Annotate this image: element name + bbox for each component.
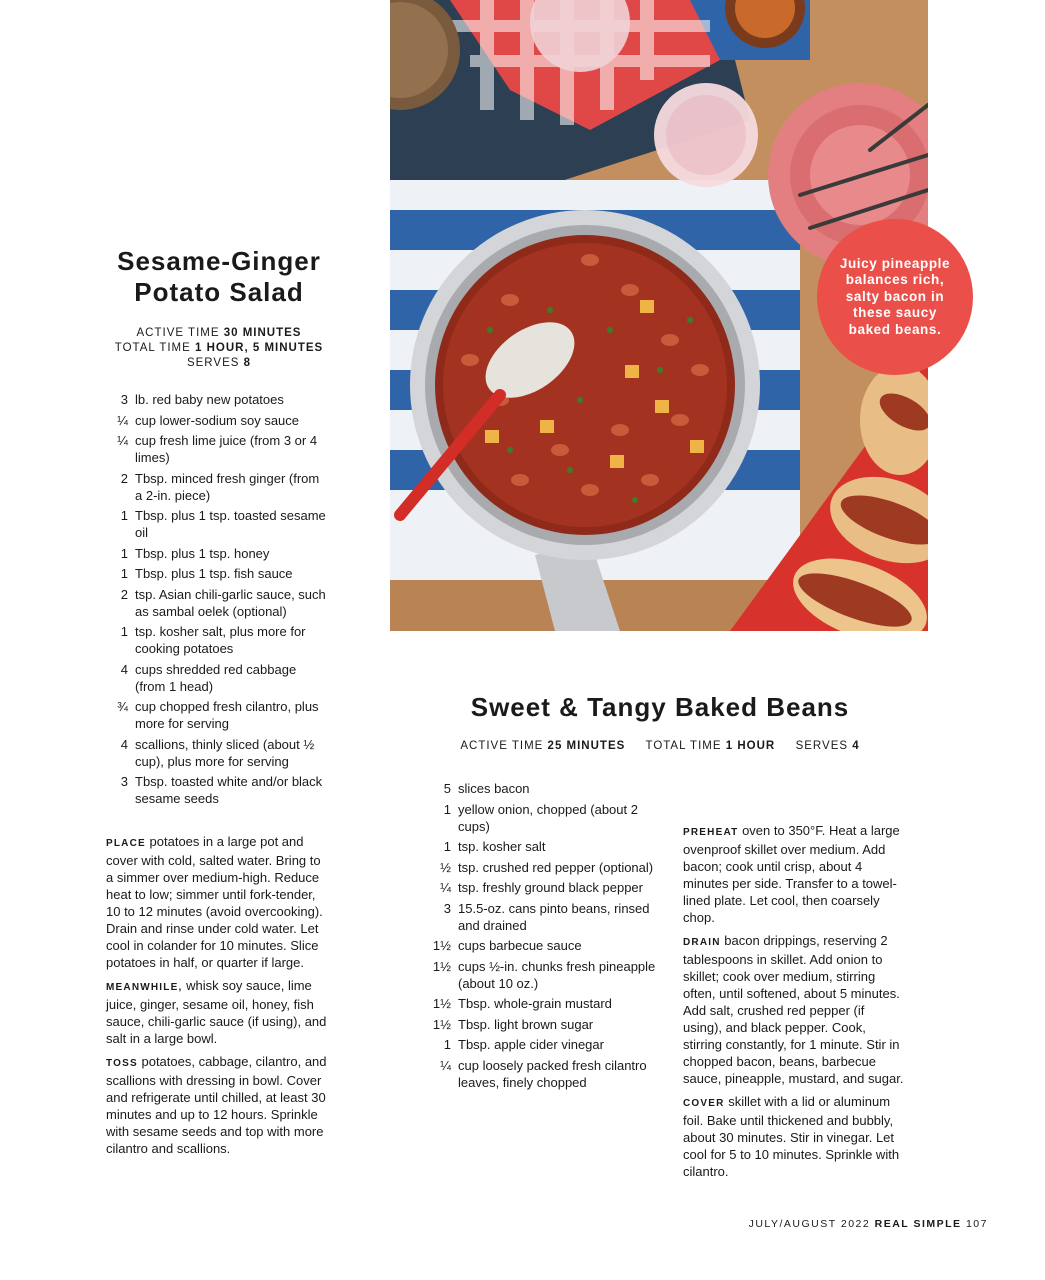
ingredient-text: Tbsp. plus 1 tsp. honey <box>135 545 270 561</box>
recipe1-active-time <box>100 326 338 341</box>
ingredient-text: cups barbecue sauce <box>458 938 582 953</box>
step-text: potatoes in a large pot and cover with cold, salted water. Bring to a simmer over medium-high. Reduce heat to low; simmer until fork-tender, 10 to 12 minutes (avoid overcooking). Drain and rinse under cold water. Let cool in colander for 10 minutes. Slice potatoes in half, or quarter if large. <box>106 834 323 970</box>
ingredient-item <box>103 507 328 541</box>
ingredient-quantity: 1½ <box>432 958 451 974</box>
ingredient-item <box>103 470 328 504</box>
step-keyword: PREHEAT <box>683 827 739 838</box>
ingredient-text: 15.5-oz. cans pinto beans, rinsed and drained <box>458 900 650 933</box>
ingredient-item <box>426 780 658 797</box>
total-time-label: TOTAL TIME <box>114 342 191 354</box>
ingredient-quantity: 5 <box>443 781 451 796</box>
ingredient-quantity: 3 <box>120 774 128 789</box>
direction-step <box>683 932 905 1087</box>
ingredient-item <box>103 432 328 466</box>
serves-label: SERVES <box>186 357 240 369</box>
issue-date: JULY/AUGUST 2022 <box>748 1218 871 1230</box>
ingredient-quantity: 1 <box>443 801 451 817</box>
recipe2-ingredient-list <box>426 780 658 1094</box>
recipe1-serves <box>100 356 338 371</box>
ingredient-text: Tbsp. plus 1 tsp. toasted sesame oil <box>135 508 326 540</box>
ingredient-text: Tbsp. toasted white and/or black sesame seeds <box>135 774 323 806</box>
recipe1-total-time <box>100 341 338 356</box>
ingredient-quantity: ¾ <box>117 699 128 714</box>
ingredient-text: cup chopped fresh cilantro, plus more for serving <box>135 699 319 731</box>
ingredient-quantity: ¼ <box>117 433 128 448</box>
ingredient-text: tsp. kosher salt, plus more for cooking potatoes <box>135 624 306 656</box>
ingredient-quantity: 1½ <box>432 996 451 1011</box>
recipe1-directions <box>106 833 328 1163</box>
ingredient-item <box>426 900 658 934</box>
ingredient-quantity: 2 <box>120 586 128 602</box>
ingredient-text: tsp. freshly ground black pepper <box>458 880 643 895</box>
recipe1-title-line2: Potato Salad <box>134 277 304 307</box>
serves-value: 8 <box>243 357 252 369</box>
recipe2-meta <box>440 739 880 754</box>
ingredient-text: Tbsp. minced fresh ginger (from a 2-in. piece) <box>135 470 320 503</box>
ingredient-text: lb. red baby new potatoes <box>135 392 284 407</box>
ingredient-quantity: ¼ <box>440 1057 451 1073</box>
ingredient-quantity: 1 <box>443 839 451 854</box>
ingredient-text: scallions, thinly sliced (about ½ cup), plus more for serving <box>135 736 315 769</box>
ingredient-text: cup fresh lime juice (from 3 or 4 limes) <box>135 433 318 465</box>
ingredient-quantity: 3 <box>443 900 451 916</box>
recipe1-meta <box>100 326 338 371</box>
ingredient-item <box>426 801 658 835</box>
ingredient-quantity: 1 <box>120 624 128 639</box>
step-keyword: DRAIN <box>683 937 721 948</box>
ingredient-item <box>426 859 658 876</box>
ingredient-text: cups shredded red cabbage (from 1 head) <box>135 661 297 694</box>
ingredient-item <box>426 937 658 954</box>
step-text: potatoes, cabbage, cilantro, and scallions with dressing in bowl. Cover and refrigerate until chilled, at least 30 minutes and up to 12 hours. Sprinkle with sesame seeds and top with more cilantro and scallions. <box>106 1054 327 1156</box>
direction-step <box>683 822 905 926</box>
ingredient-item <box>103 565 328 582</box>
ingredient-quantity: 1½ <box>432 1016 451 1032</box>
direction-step <box>106 1053 328 1157</box>
ingredient-item <box>426 958 658 992</box>
ingredient-item <box>103 698 328 732</box>
page-footer <box>600 1218 988 1230</box>
step-keyword: MEANWHILE, <box>106 982 183 993</box>
magazine-name: REAL SIMPLE <box>874 1218 962 1230</box>
direction-step <box>683 1093 905 1180</box>
active-time-value: 25 MINUTES <box>547 740 626 752</box>
active-time-value: 30 MINUTES <box>223 327 302 339</box>
ingredient-text: Tbsp. apple cider vinegar <box>458 1037 604 1052</box>
ingredient-item <box>103 586 328 620</box>
ingredient-text: yellow onion, chopped (about 2 cups) <box>458 801 638 834</box>
recipe1-ingredient-list <box>103 391 328 811</box>
recipe1-title-line1: Sesame-Ginger <box>117 246 321 276</box>
total-time-value: 1 HOUR, 5 MINUTES <box>195 342 324 354</box>
ingredient-quantity: 1 <box>120 508 128 523</box>
step-text: whisk soy sauce, lime juice, ginger, sesame oil, honey, fish sauce, chili-garlic sauce (if using), and salt in a large bowl. <box>106 978 327 1046</box>
ingredient-item <box>103 623 328 657</box>
step-text: skillet with a lid or aluminum foil. Bake until thickened and bubbly, about 30 minutes. Stir in vinegar. Let cool for 5 to 10 minutes. Sprinkle with cilantro. <box>683 1094 900 1179</box>
ingredient-text: tsp. kosher salt <box>458 839 546 854</box>
recipe1-title <box>100 246 338 308</box>
ingredient-item <box>426 838 658 855</box>
ingredient-item <box>426 1036 658 1053</box>
ingredient-quantity: 2 <box>120 470 128 486</box>
total-time-label: TOTAL TIME <box>645 740 722 752</box>
ingredient-item <box>103 391 328 408</box>
ingredient-item <box>426 879 658 896</box>
ingredient-quantity: 4 <box>120 736 128 752</box>
ingredient-item <box>426 995 658 1012</box>
photo-callout-bubble <box>817 219 973 375</box>
page-number: 107 <box>965 1218 988 1230</box>
ingredient-quantity: 1 <box>120 566 128 581</box>
ingredient-quantity: 1½ <box>432 938 451 953</box>
ingredient-text: cup loosely packed fresh cilantro leaves, finely chopped <box>458 1057 647 1090</box>
ingredient-item <box>103 736 328 770</box>
ingredient-quantity: 1 <box>443 1037 451 1052</box>
active-time-label: ACTIVE TIME <box>460 740 544 752</box>
step-keyword: PLACE <box>106 838 146 849</box>
ingredient-item <box>103 412 328 429</box>
ingredient-text: Tbsp. plus 1 tsp. fish sauce <box>135 566 293 581</box>
serves-value: 4 <box>852 740 860 752</box>
callout-text: Juicy pineapple balances rich, salty bacon in these saucy baked beans. <box>839 255 951 337</box>
direction-step <box>106 833 328 971</box>
active-time-label: ACTIVE TIME <box>136 327 220 339</box>
ingredient-text: cups ½-in. chunks fresh pineapple (about 10 oz.) <box>458 958 656 991</box>
ingredient-item <box>103 773 328 807</box>
ingredient-quantity: ¼ <box>117 412 128 428</box>
step-keyword: COVER <box>683 1098 725 1109</box>
ingredient-text: Tbsp. whole-grain mustard <box>458 996 612 1011</box>
ingredient-text: tsp. crushed red pepper (optional) <box>458 859 654 875</box>
step-text: bacon drippings, reserving 2 tablespoons in skillet. Add onion to skillet; cook over medium, stirring often, until softened, about 5 minutes. Add salt, crushed red pepper (if using), and black pepper. Cook, stirring constantly, for 1 minute. Stir in chopped bacon, beans, barbecue sauce, pineapple, mustard, and sugar. <box>683 933 904 1086</box>
ingredient-item <box>426 1016 658 1033</box>
ingredient-text: Tbsp. light brown sugar <box>458 1016 594 1032</box>
ingredient-text: tsp. Asian chili-garlic sauce, such as sambal oelek (optional) <box>135 586 326 619</box>
step-text: oven to 350°F. Heat a large ovenproof skillet over medium. Add bacon; cook until crisp, about 4 minutes per side. Transfer to a towel-lined plate. Let cool, then coarsely chop. <box>683 823 900 925</box>
ingredient-quantity: 1 <box>120 545 128 561</box>
ingredient-quantity: 4 <box>120 661 128 677</box>
direction-step <box>106 977 328 1047</box>
step-keyword: TOSS <box>106 1058 138 1069</box>
ingredient-text: slices bacon <box>458 781 530 796</box>
ingredient-item <box>426 1057 658 1091</box>
ingredient-item <box>103 661 328 695</box>
recipe2-title: Sweet & Tangy Baked Beans <box>470 692 850 722</box>
ingredient-item <box>103 545 328 562</box>
recipe2-directions <box>683 822 905 1186</box>
ingredient-text: cup lower-sodium soy sauce <box>135 412 300 428</box>
ingredient-quantity: ¼ <box>440 880 451 895</box>
total-time-value: 1 HOUR <box>725 740 776 752</box>
serves-label: SERVES <box>795 740 849 752</box>
ingredient-quantity: 3 <box>120 392 128 407</box>
ingredient-quantity: ½ <box>440 859 451 875</box>
